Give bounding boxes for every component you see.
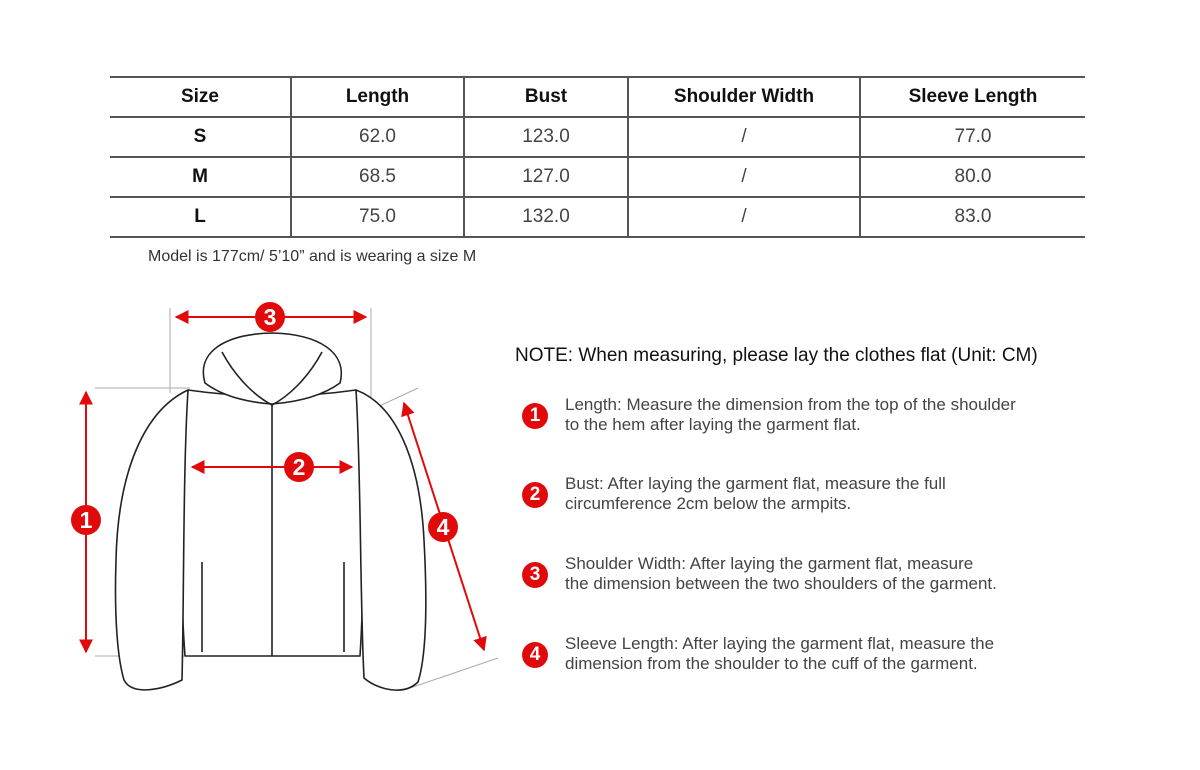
- sleeve-badge: [428, 512, 458, 542]
- row-length: 68.5: [291, 157, 464, 197]
- row-sleeve: 83.0: [860, 197, 1085, 237]
- instruction-sleeve: [565, 634, 1185, 674]
- header-length: Length: [291, 77, 464, 117]
- instruction-bust: [565, 474, 1185, 514]
- shoulder-badge: [255, 302, 285, 332]
- row-bust: 123.0: [464, 117, 628, 157]
- shoulder-badge-number: 3: [263, 304, 277, 330]
- table-header-row: [110, 77, 1085, 117]
- instruction-line: the dimension between the two shoulders of the garment.: [565, 574, 997, 593]
- row-shoulder: /: [628, 157, 860, 197]
- length-badge: [71, 505, 101, 535]
- instruction-line: Length: Measure the dimension from the top of the shoulder: [565, 395, 1016, 414]
- bust-badge-number: 2: [292, 454, 306, 480]
- row-sleeve: 77.0: [860, 117, 1085, 157]
- sleeve-badge-number: 4: [436, 514, 450, 540]
- instruction-line: Sleeve Length: After laying the garment flat, measure the: [565, 634, 995, 653]
- instruction-shoulder: [565, 554, 1185, 594]
- hood: [203, 333, 341, 404]
- row-size: M: [110, 157, 291, 197]
- size-chart-table: [110, 76, 1085, 238]
- row-bust: 132.0: [464, 197, 628, 237]
- left-sleeve: [115, 390, 188, 690]
- length-number-icon: 1: [522, 403, 548, 429]
- header-size: Size: [110, 77, 291, 117]
- row-shoulder: /: [628, 197, 860, 237]
- instruction-line: dimension from the shoulder to the cuff of the garment.: [565, 654, 978, 673]
- instruction-line: Shoulder Width: After laying the garment flat, measure: [565, 554, 974, 573]
- model-note: Model is 177cm/ 5’10” and is wearing a size M: [148, 248, 477, 265]
- header-shoulder-width: Shoulder Width: [628, 77, 860, 117]
- sleeve-number-icon: 4: [522, 642, 548, 668]
- header-sleeve-length: Sleeve Length: [860, 77, 1085, 117]
- instruction-line: to the hem after laying the garment flat.: [565, 415, 861, 434]
- instruction-line: Bust: After laying the garment flat, measure the full: [565, 474, 946, 493]
- shoulder-number-icon: 3: [522, 562, 548, 588]
- row-length: 75.0: [291, 197, 464, 237]
- row-sleeve: 80.0: [860, 157, 1085, 197]
- table-row: [110, 157, 1085, 197]
- note-title: NOTE: When measuring, please lay the clothes flat (Unit: CM): [515, 345, 1038, 366]
- table-row: [110, 117, 1085, 157]
- length-badge-number: 1: [79, 507, 93, 533]
- table-row: [110, 197, 1085, 237]
- row-size: S: [110, 117, 291, 157]
- row-shoulder: /: [628, 117, 860, 157]
- jacket-measurement-diagram: [0, 290, 510, 700]
- row-size: L: [110, 197, 291, 237]
- row-bust: 127.0: [464, 157, 628, 197]
- row-length: 62.0: [291, 117, 464, 157]
- header-bust: Bust: [464, 77, 628, 117]
- bust-badge: [284, 452, 314, 482]
- jacket-outline: [115, 333, 425, 690]
- instruction-line: circumference 2cm below the armpits.: [565, 494, 852, 513]
- bust-number-icon: 2: [522, 482, 548, 508]
- instruction-length: [565, 395, 1185, 435]
